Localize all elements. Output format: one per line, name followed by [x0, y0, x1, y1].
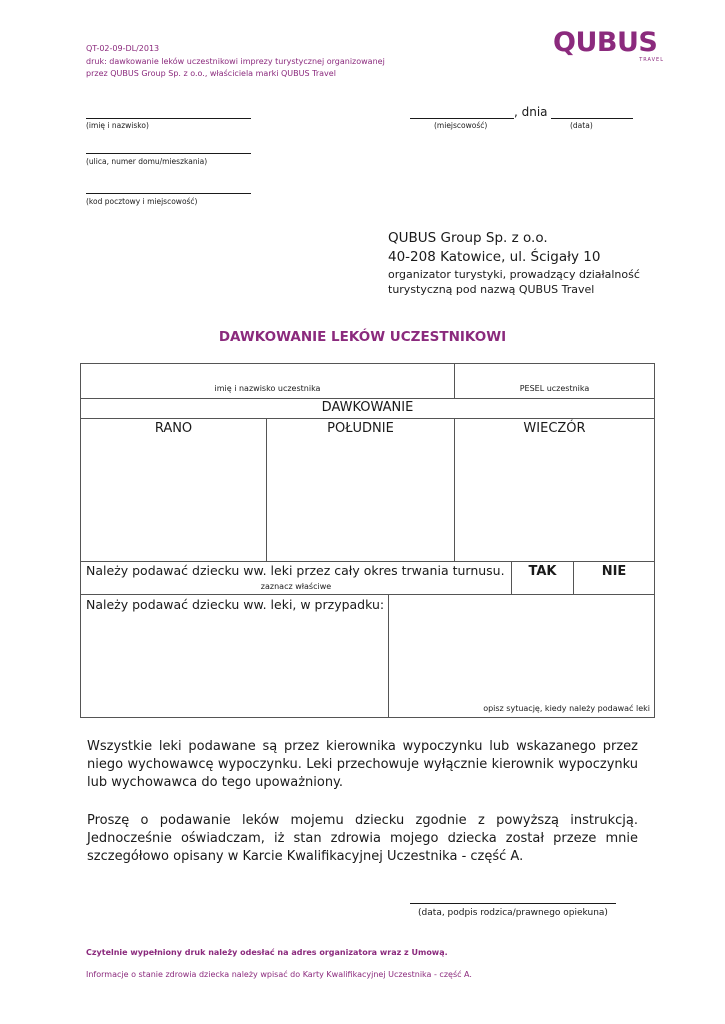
postal-line[interactable]	[86, 193, 251, 194]
mark-caption: zaznacz właściwe	[260, 582, 332, 591]
recipient-desc-2: turystyczną pod nazwą QUBUS Travel	[388, 283, 595, 296]
doc-description: druk: dawkowanie leków uczestnikowi imprezy turystycznej organizowanej	[86, 56, 385, 66]
recipient-address	[388, 229, 640, 297]
date-line[interactable]	[551, 118, 633, 119]
place-caption: (miejscowość)	[434, 121, 488, 130]
in-case-cell	[80, 594, 389, 718]
dosage-header: DAWKOWANIE	[321, 400, 414, 415]
noon-cell[interactable]	[266, 418, 455, 562]
noon-label: POŁUDNIE	[327, 421, 394, 436]
doc-owner: przez QUBUS Group Sp. z o.o., właściciela marki QUBUS Travel	[86, 69, 336, 78]
postal-caption: (kod pocztowy i miejscowość)	[86, 197, 198, 206]
street-caption: (ulica, numer domu/mieszkania)	[86, 157, 208, 166]
street-line[interactable]	[86, 153, 251, 154]
date-caption: (data)	[570, 121, 593, 130]
signature-line[interactable]	[410, 903, 616, 904]
whole-stay-text: Należy podawać dziecku ww. leki przez cały okres trwania turnusu.	[86, 563, 505, 578]
place-line[interactable]	[410, 118, 514, 119]
situation-cell[interactable]	[388, 594, 655, 718]
signature-caption: (data, podpis rodzica/prawnego opiekuna)	[418, 908, 608, 918]
recipient-company: QUBUS Group Sp. z o.o.	[388, 230, 548, 246]
page-title: DAWKOWANIE LEKÓW UCZESTNIKOWI	[218, 329, 507, 345]
paragraph-medication-handling: Wszystkie leki podawane są przez kierownika wypoczynku lub wskazanego przez niego wychowawcę wypoczynku. Leki przechowuje wyłącznie kierownik wypoczynku lub wychowawca do tego upoważniony.	[87, 739, 638, 790]
pesel-cell[interactable]	[454, 363, 655, 399]
logo-main-text: QUBUS	[553, 27, 658, 58]
participant-name-cell[interactable]	[80, 363, 455, 399]
morning-label: RANO	[154, 421, 193, 436]
doc-code: QT-02-09-DL/2013	[86, 44, 160, 53]
footer-note-health: Informacje o stanie zdrowia dziecka należy wpisać do Karty Kwalifikacyjnej Uczestnika - część A.	[86, 970, 472, 979]
situation-caption: opisz sytuację, kiedy należy podawać leki	[483, 704, 650, 713]
document-header	[86, 43, 385, 81]
name-caption: (imię i nazwisko)	[86, 121, 149, 130]
evening-label: WIECZÓR	[523, 421, 586, 436]
paragraph-declaration: Proszę o podawanie leków mojemu dziecku zgodnie z powyższą instrukcją. Jednocześnie oświadczam, iż stan zdrowia mojego dziecka został przeze mnie szczegółowo opisany w Karcie Kwalifikacyjnej Uczestnika - część A.	[87, 813, 638, 864]
dnia-label: , dnia	[514, 105, 548, 119]
yes-label: TAK	[528, 564, 557, 579]
recipient-desc-1: organizator turystyki, prowadzący działalność	[388, 268, 640, 281]
qubus-logo	[553, 28, 668, 66]
no-label: NIE	[601, 564, 627, 579]
name-line[interactable]	[86, 118, 251, 119]
footer-note-return: Czytelnie wypełniony druk należy odesłać na adres organizatora wraz z Umową.	[86, 948, 448, 957]
recipient-street: 40-208 Katowice, ul. Ścigały 10	[388, 249, 601, 265]
logo-sub-text: TRAVEL	[639, 57, 664, 63]
pesel-caption: PESEL uczestnika	[519, 384, 590, 393]
in-case-text: Należy podawać dziecku ww. leki, w przypadku:	[86, 597, 385, 612]
participant-caption: imię i nazwisko uczestnika	[214, 384, 321, 393]
morning-cell[interactable]	[80, 418, 267, 562]
evening-cell[interactable]	[454, 418, 655, 562]
